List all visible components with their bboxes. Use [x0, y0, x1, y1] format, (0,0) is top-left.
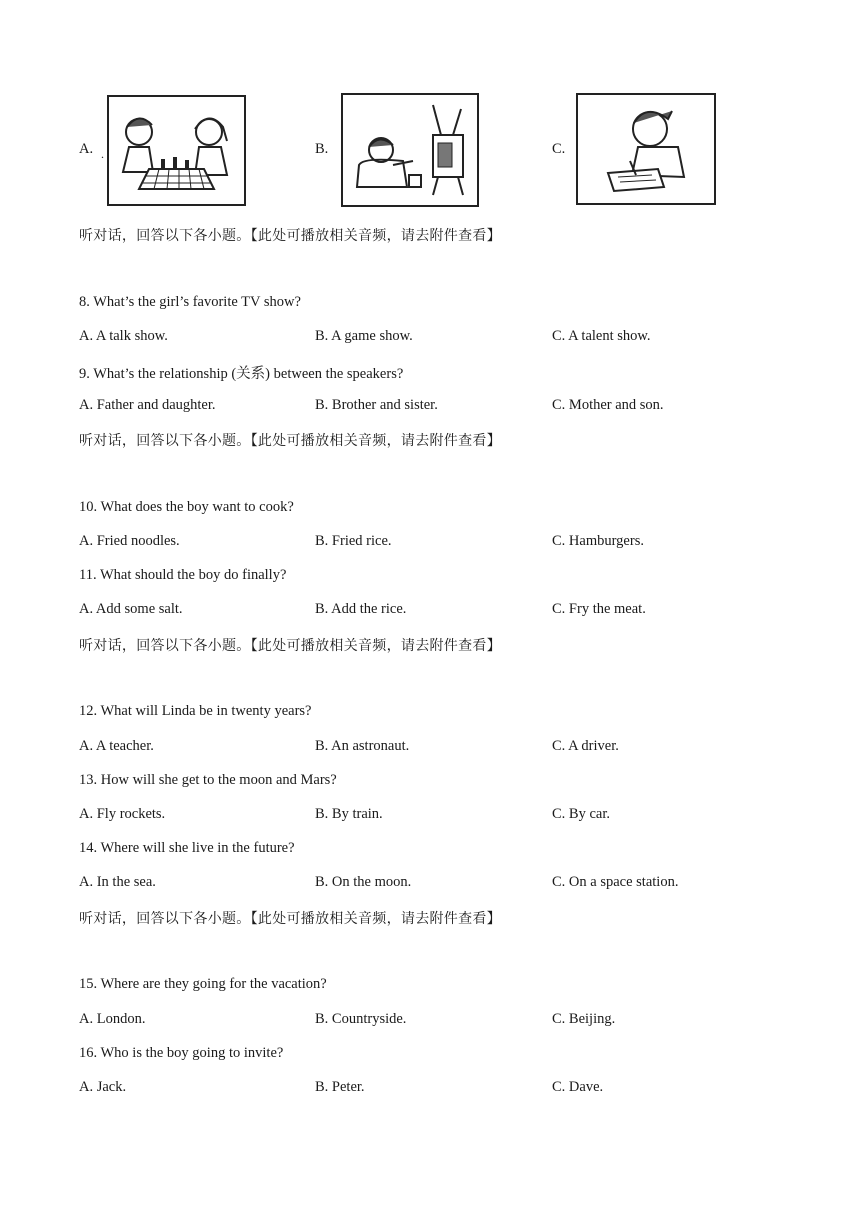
question-9-option-b[interactable]: B. Brother and sister.	[315, 397, 438, 413]
question-15-option-c[interactable]: C. Beijing.	[552, 1011, 616, 1027]
question-9-option-a[interactable]: A. Father and daughter.	[79, 397, 216, 413]
question-12-option-a[interactable]: A. A teacher.	[79, 738, 154, 754]
question-16-option-b[interactable]: B. Peter.	[315, 1079, 365, 1095]
question-9: 9. What’s the relationship (关系) between the speakers?	[79, 366, 404, 382]
question-15-option-a[interactable]: A. London.	[79, 1011, 146, 1027]
listening-instruction: 听对话，回答以下各小题。【此处可播放相关音频，请去附件查看】	[79, 638, 501, 654]
question-14: 14. Where will she live in the future?	[79, 840, 295, 856]
question-10: 10. What does the boy want to cook?	[79, 499, 294, 515]
question-8-option-a[interactable]: A. A talk show.	[79, 328, 168, 344]
question-13: 13. How will she get to the moon and Mars?	[79, 772, 337, 788]
question-9-option-c[interactable]: C. Mother and son.	[552, 397, 664, 413]
question-12-option-b[interactable]: B. An astronaut.	[315, 738, 410, 754]
question-16-option-c[interactable]: C. Dave.	[552, 1079, 604, 1095]
question-11-option-b[interactable]: B. Add the rice.	[315, 601, 407, 617]
question-13-option-a[interactable]: A. Fly rockets.	[79, 806, 166, 822]
picture-option-a-label: A.	[79, 141, 94, 157]
question-16: 16. Who is the boy going to invite?	[79, 1045, 284, 1061]
question-10-option-b[interactable]: B. Fried rice.	[315, 533, 392, 549]
question-16-option-a[interactable]: A. Jack.	[79, 1079, 127, 1095]
picture-option-c-label: C.	[552, 141, 566, 157]
question-14-option-c[interactable]: C. On a space station.	[552, 874, 679, 890]
stray-dot: .	[101, 147, 104, 161]
question-11-option-a[interactable]: A. Add some salt.	[79, 601, 183, 617]
picture-watching-tv	[341, 93, 479, 207]
question-14-option-b[interactable]: B. On the moon.	[315, 874, 412, 890]
question-10-option-c[interactable]: C. Hamburgers.	[552, 533, 644, 549]
question-10-option-a[interactable]: A. Fried noodles.	[79, 533, 180, 549]
picture-writing-boy	[576, 93, 716, 205]
listening-instruction: 听对话，回答以下各小题。【此处可播放相关音频，请去附件查看】	[79, 911, 501, 927]
question-8-option-b[interactable]: B. A game show.	[315, 328, 413, 344]
picture-chess-kids	[107, 95, 246, 206]
question-11-option-c[interactable]: C. Fry the meat.	[552, 601, 646, 617]
picture-option-b-label: B.	[315, 141, 329, 157]
question-13-option-c[interactable]: C. By car.	[552, 806, 610, 822]
question-14-option-a[interactable]: A. In the sea.	[79, 874, 156, 890]
question-15-option-b[interactable]: B. Countryside.	[315, 1011, 407, 1027]
question-12-option-c[interactable]: C. A driver.	[552, 738, 619, 754]
listening-instruction: 听对话，回答以下各小题。【此处可播放相关音频，请去附件查看】	[79, 433, 501, 449]
question-11: 11. What should the boy do finally?	[79, 567, 287, 583]
question-12: 12. What will Linda be in twenty years?	[79, 703, 312, 719]
listening-instruction: 听对话，回答以下各小题。【此处可播放相关音频，请去附件查看】	[79, 228, 501, 244]
question-8-option-c[interactable]: C. A talent show.	[552, 328, 651, 344]
question-13-option-b[interactable]: B. By train.	[315, 806, 383, 822]
question-8: 8. What’s the girl’s favorite TV show?	[79, 294, 301, 310]
question-15: 15. Where are they going for the vacation?	[79, 976, 327, 992]
